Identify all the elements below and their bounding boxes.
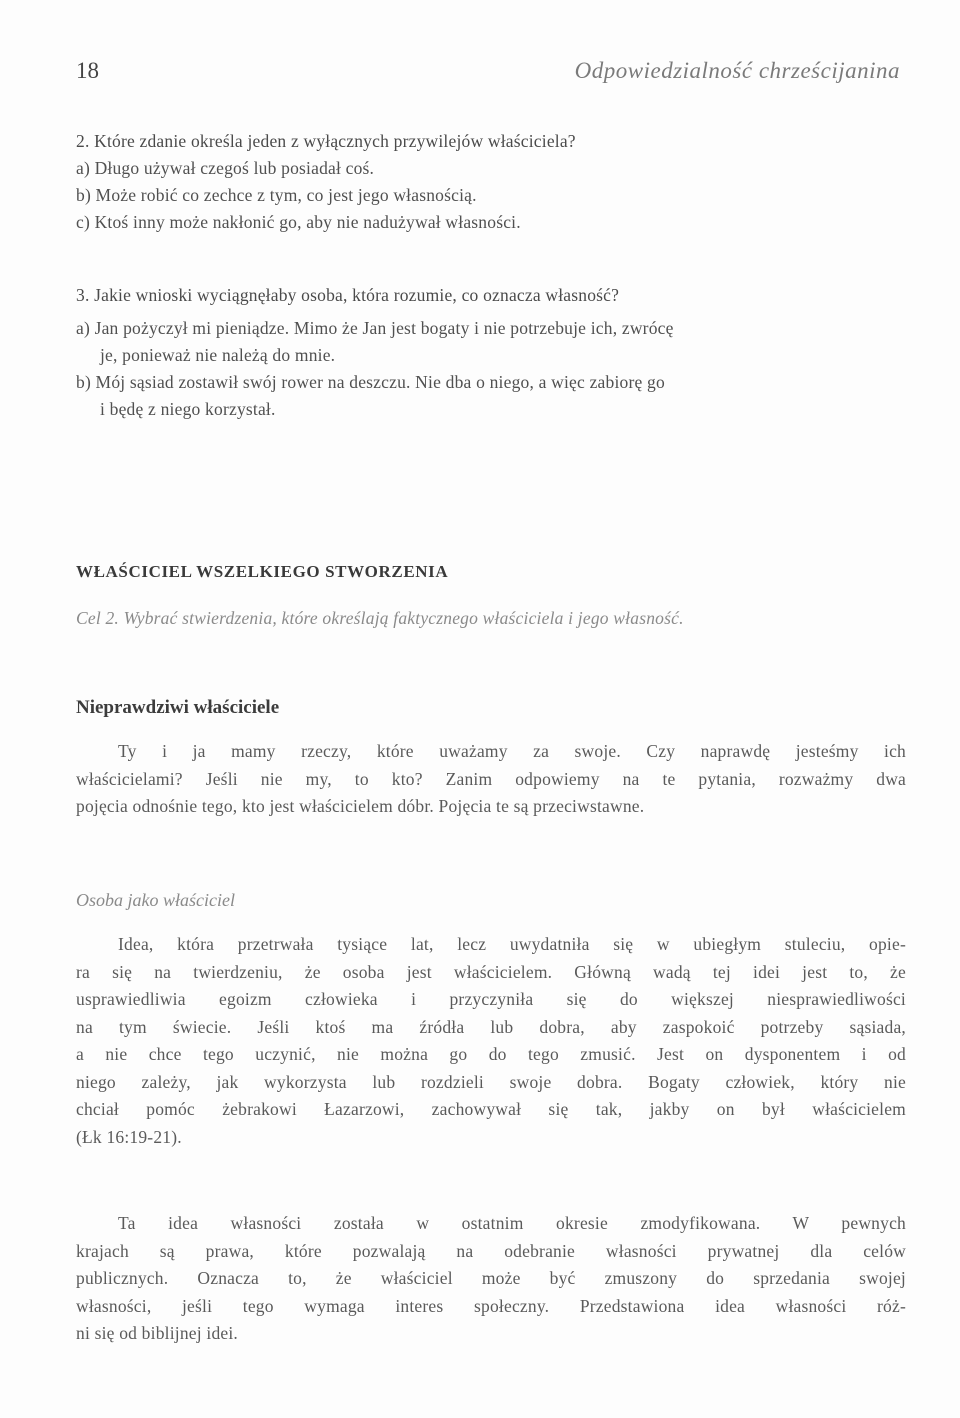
answer-option: b) Może robić co zechce z tym, co jest jego własnością. (76, 185, 477, 205)
answer-option: c) Ktoś inny może nakłonić go, aby nie nadużywał własności. (76, 212, 521, 232)
paragraph-line: pojęcia odnośnie tego, kto jest właścicielem dóbr. Pojęcia te są przeciwstawne. (76, 796, 645, 816)
paragraph-line: Ty i ja mamy rzeczy, które uważamy za swoje. Czy naprawdę jesteśmy ich (118, 741, 906, 761)
section-goal: Cel 2. Wybrać stwierdzenia, które określają faktycznego właściciela i jego własność. (76, 608, 684, 628)
question-title: 2. Które zdanie określa jeden z wyłącznych przywilejów właściciela? (76, 131, 576, 151)
page-number: 18 (76, 58, 99, 83)
running-title: Odpowiedzialność chrześcijanina (574, 58, 900, 83)
paragraph-line: niego zależy, jak wykorzysta lub rozdzieli swoje dobra. Bogaty człowiek, który nie (76, 1071, 906, 1092)
paragraph-line: publicznych. Oznacza to, że właściciel może być zmuszony do sprzedania swojej (76, 1268, 906, 1288)
paragraph-false-owners (76, 738, 906, 821)
subheading-person-as-owner: Osoba jako właściciel (76, 890, 235, 910)
answer-option: b) Mój sąsiad zostawił swój rower na deszczu. Nie dba o niego, a więc zabiorę go (76, 372, 665, 392)
paragraph-person-as-owner-1 (76, 931, 906, 1151)
paragraph-line: ra się na twierdzeniu, że osoba jest właścicielem. Główną wadą tej idei jest to, że (76, 961, 906, 982)
section-heading: WŁAŚCICIEL WSZELKIEGO STWORZENIA (76, 562, 449, 581)
subheading-false-owners: Nieprawdziwi właściciele (76, 697, 280, 718)
question-title: 3. Jakie wnioski wyciągnęłaby osoba, która rozumie, co oznacza własność? (76, 285, 620, 305)
question-3 (76, 282, 906, 423)
question-2 (76, 128, 906, 236)
paragraph-line: krajach są prawa, które pozwalają na odebranie własności prywatnej dla celów (76, 1240, 906, 1261)
paragraph-line: własności, jeśli tego wymaga interes społeczny. Przedstawiona idea własności róż- (76, 1295, 906, 1316)
answer-option-continuation: je, ponieważ nie należą do mnie. (100, 345, 336, 365)
paragraph-line: właścicielami? Jeśli nie my, to kto? Zanim odpowiemy na te pytania, rozważmy dwa (76, 768, 906, 789)
answer-option: a) Długo używał czegoś lub posiadał coś. (76, 158, 375, 178)
page-header (76, 58, 900, 94)
paragraph-line: Ta idea własności została w ostatnim okresie zmodyfikowana. W pewnych (118, 1213, 906, 1233)
paragraph-line: usprawiedliwia egoizm człowieka i przyczyniła się do większej niesprawiedliwości (76, 989, 906, 1009)
answer-option-continuation: i będę z niego korzystał. (100, 399, 276, 419)
paragraph-line: (Łk 16:19-21). (76, 1126, 182, 1147)
answer-option: a) Jan pożyczył mi pieniądze. Mimo że Jan jest bogaty i nie potrzebuje ich, zwrócę (76, 318, 674, 338)
paragraph-line: Idea, która przetrwała tysiące lat, lecz uwydatniła się w ubiegłym stuleciu, opie- (118, 934, 906, 954)
paragraph-line: ni się od biblijnej idei. (76, 1323, 238, 1343)
paragraph-line: a nie chce tego uczynić, nie można go do tego zmusić. Jest on dysponentem i od (76, 1044, 906, 1064)
paragraph-line: na tym świecie. Jeśli ktoś ma źródła lub dobra, aby zaspokoić potrzeby sąsiada, (76, 1016, 906, 1037)
paragraph-person-as-owner-2 (76, 1210, 906, 1348)
paragraph-line: chciał pomóc żebrakowi Łazarzowi, zachowywał się tak, jakby on był właścicielem (76, 1099, 906, 1119)
